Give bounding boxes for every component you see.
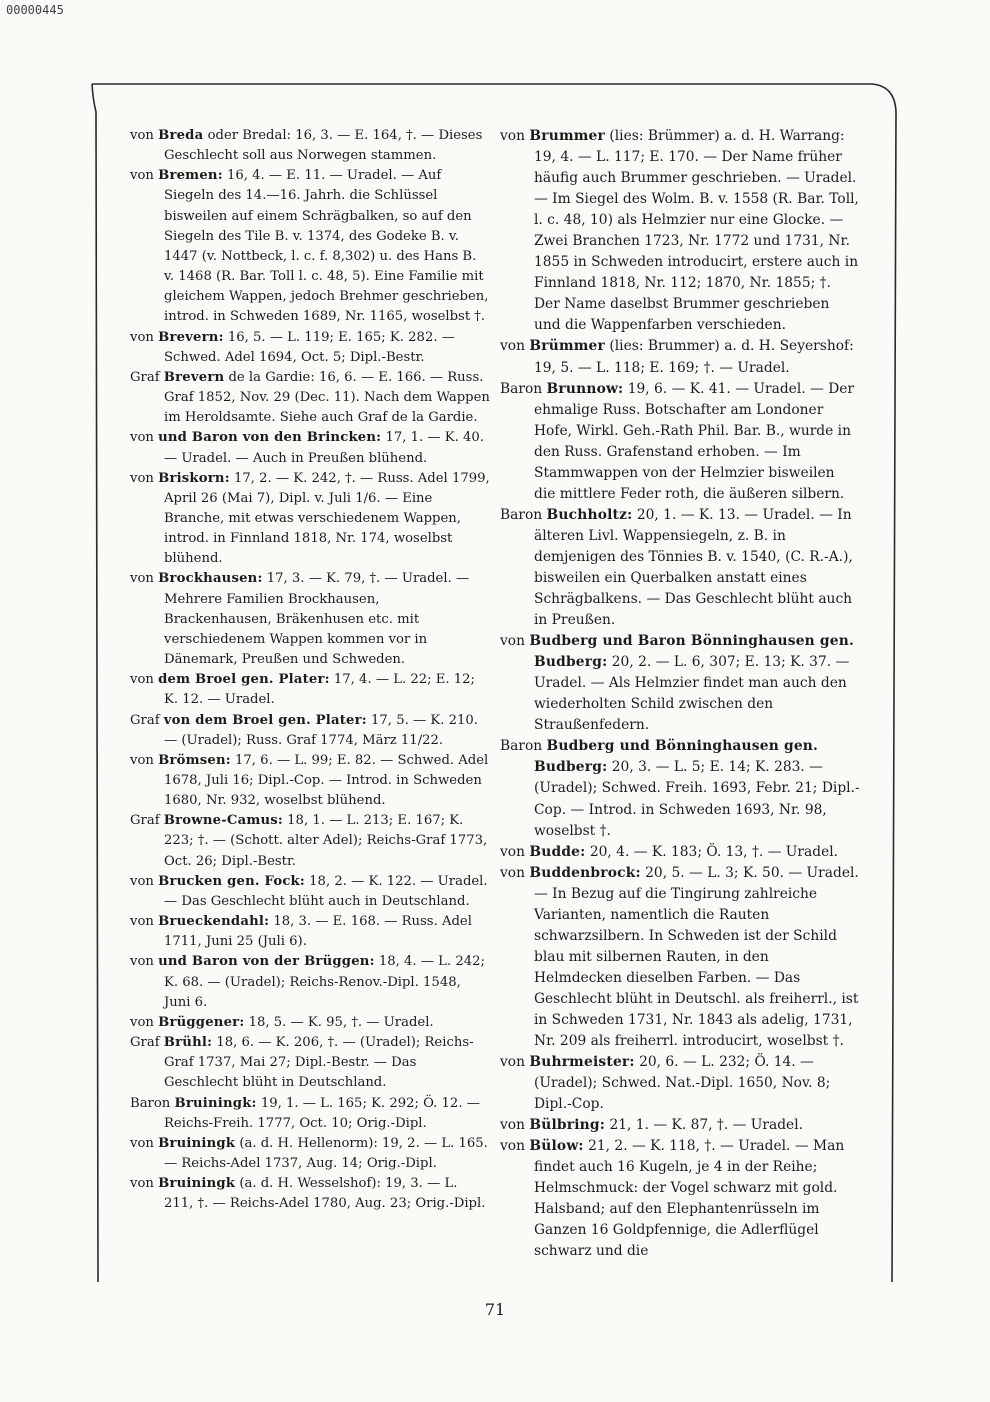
- entry-description: 18, 1. — L. 213; E. 167; K. 223; †. — (Schott. alter Adel); Reichs-Graf 1773, Oct. 26; Dipl.-Bestr.: [164, 813, 488, 869]
- register-entry: [130, 811, 490, 871]
- entry-description: 17, 4. — L. 22; E. 12; K. 12. — Uradel.: [164, 672, 475, 708]
- entry-title-prefix: von: [130, 571, 154, 587]
- entry-title-prefix: Baron: [500, 506, 543, 523]
- entry-family-name: Brevern: [163, 369, 225, 385]
- register-entry: [500, 1136, 860, 1262]
- entry-title-prefix: von: [130, 168, 154, 184]
- entry-title-prefix: von: [500, 1138, 525, 1155]
- entry-description: 17, 3. — K. 79, †. — Uradel. — Mehrere Familien Brockhausen, Brackenhausen, Bräkenhusen etc. mit verschiedenem Wappen kommen vor in Dänemark, Preußen und Schweden.: [164, 571, 470, 668]
- entry-description: 20, 5. — L. 3; K. 50. — Uradel. — In Bezug auf die Tingirung zahlreiche Varianten, namentlich die Rauten schwarzsilbern. In Schweden ist der Schild blau mit silbernen Rauten, in den Helmdecken dieselben Farben. — Das Geschlecht blüht in Deutschl. als freiherrl., ist in Schweden 1731, Nr. 1843 als adelig, 1731, Nr. 209 als freiherrl. introducirt, woselbst †.: [534, 864, 859, 1050]
- entry-family-name: Briskorn:: [158, 470, 230, 486]
- register-entry: [500, 631, 860, 736]
- entry-description: 21, 2. — K. 118, †. — Uradel. — Man findet auch 16 Kugeln, je 4 in der Reihe; Helmschmuck: der Vogel schwarz mit gold. Halsband; auf den Elephantenrüsseln im Ganzen 16 Goldpfennige, die Adlerflügel schwarz und die: [534, 1138, 845, 1260]
- register-entry: [130, 166, 490, 327]
- register-entry: [130, 368, 490, 428]
- entry-title-prefix: von: [130, 873, 154, 889]
- entry-title-prefix: von: [130, 1135, 154, 1151]
- entry-description: 21, 1. — K. 87, †. — Uradel.: [609, 1117, 804, 1134]
- register-entry: [130, 469, 490, 570]
- register-entry: [500, 336, 860, 378]
- entry-family-name: Brummer: [529, 128, 605, 144]
- entry-title-prefix: Baron: [130, 1095, 171, 1111]
- entry-description: de la Gardie: 16, 6. — E. 166. — Russ. Graf 1852, Nov. 29 (Dec. 11). Nach dem Wappen im Heroldsamte. Siehe auch Graf de la Gardie.: [164, 369, 490, 426]
- entry-description: 17, 6. — L. 99; E. 82. — Schwed. Adel 1678, Juli 16; Dipl.-Cop. — Introd. in Schweden 1680, Nr. 932, woselbst blühend.: [164, 752, 489, 809]
- entry-description: 20, 6. — L. 232; Ö. 14. — (Uradel); Schwed. Nat.-Dipl. 1650, Nov. 8; Dipl.-Cop.: [534, 1054, 831, 1113]
- entry-family-name: Buchholtz:: [546, 506, 633, 523]
- entry-family-name: Budberg und Baron Bönninghausen gen. Budberg:: [529, 633, 854, 671]
- entry-description: 17, 5. — K. 210. — (Uradel); Russ. Graf 1774, März 11/22.: [164, 712, 478, 748]
- scan-id-label: 00000445: [6, 3, 64, 17]
- entry-title-prefix: von: [130, 1014, 154, 1030]
- entry-description: oder Bredal: 16, 3. — E. 164, †. — Dieses Geschlecht soll aus Norwegen stammen.: [164, 128, 483, 164]
- entry-family-name: Bremen:: [158, 168, 223, 184]
- entry-description: 18, 6. — K. 206, †. — (Uradel); Reichs-Graf 1737, Mai 27; Dipl.-Bestr. — Das Geschlecht blüht in Deutschland.: [164, 1035, 474, 1091]
- entry-family-name: Bruiningk:: [174, 1095, 257, 1111]
- register-entry: [500, 863, 860, 1052]
- entry-description: 17, 1. — K. 40. — Uradel. — Auch in Preußen blühend.: [164, 430, 484, 466]
- entry-title-prefix: von: [130, 752, 154, 768]
- entry-description: 20, 1. — K. 13. — Uradel. — In älteren Livl. Wappensiegeln, z. B. in demjenigen des Tönnies B. v. 1540, (C. R.-A.), bisweilen ein Querbalken anstatt eines Schrägbalkens. — Das Geschlecht blüht auch in Preußen.: [534, 506, 853, 629]
- entry-description: 18, 4. — L. 242; K. 68. — (Uradel); Reichs-Renov.-Dipl. 1548, Juni 6.: [164, 954, 485, 1010]
- entry-family-name: Budde:: [529, 843, 586, 860]
- entry-family-name: und Baron von der Brüggen:: [158, 954, 375, 970]
- register-entry: [500, 126, 860, 336]
- entry-description: (a. d. H. Wesselshof): 19, 3. — L. 211, †. — Reichs-Adel 1780, Aug. 23; Orig.-Dipl.: [164, 1176, 486, 1212]
- right-column: [500, 126, 860, 1263]
- entry-title-prefix: von: [500, 1117, 525, 1134]
- entry-family-name: Brömsen:: [158, 752, 231, 768]
- entry-description: 20, 2. — L. 6, 307; E. 13; K. 37. — Uradel. — Als Helmzier findet man auch den wiederholten Schild zwischen den Straußenfedern.: [534, 654, 850, 734]
- entry-family-name: und Baron von den Brincken:: [158, 430, 382, 446]
- entry-title-prefix: von: [130, 470, 154, 486]
- entry-description: (a. d. H. Hellenorm): 19, 2. — L. 165. — Reichs-Adel 1737, Aug. 14; Orig.-Dipl.: [164, 1135, 488, 1171]
- entry-family-name: Bruiningk: [158, 1176, 236, 1192]
- entry-description: 16, 5. — L. 119; E. 165; K. 282. — Schwed. Adel 1694, Oct. 5; Dipl.-Bestr.: [164, 329, 455, 365]
- register-entry: [130, 126, 490, 166]
- entry-title-prefix: von: [130, 430, 154, 446]
- entry-family-name: Brunnow:: [546, 380, 624, 397]
- register-entry: [500, 736, 860, 841]
- entry-title-prefix: Graf: [130, 712, 160, 728]
- entry-title-prefix: von: [500, 338, 525, 355]
- page-number: 71: [484, 1300, 506, 1319]
- register-entry: [130, 1174, 490, 1214]
- left-column: [130, 126, 490, 1214]
- entry-description: 18, 3. — E. 168. — Russ. Adel 1711, Juni 25 (Juli 6).: [164, 914, 472, 950]
- register-entry: [130, 1094, 490, 1134]
- entry-title-prefix: von: [500, 864, 525, 881]
- entry-family-name: Browne-Camus:: [163, 813, 283, 829]
- entry-family-name: Brevern:: [158, 329, 224, 345]
- register-entry: [130, 751, 490, 811]
- entry-family-name: Brueckendahl:: [158, 914, 270, 930]
- entry-family-name: Brüggener:: [158, 1014, 245, 1030]
- entry-title-prefix: von: [500, 843, 525, 860]
- entry-title-prefix: Graf: [130, 813, 160, 829]
- entry-description: 19, 1. — L. 165; K. 292; Ö. 12. — Reichs-Freih. 1777, Oct. 10; Orig.-Dipl.: [164, 1095, 480, 1131]
- entry-title-prefix: von: [500, 128, 525, 144]
- entry-family-name: Brockhausen:: [158, 571, 263, 587]
- register-entry: [130, 328, 490, 368]
- entry-family-name: Buddenbrock:: [529, 864, 641, 881]
- entry-title-prefix: von: [130, 128, 154, 143]
- entry-title-prefix: von: [130, 914, 154, 930]
- entry-title-prefix: von: [500, 633, 525, 650]
- entry-description: 18, 2. — K. 122. — Uradel. — Das Geschlecht blüht auch in Deutschland.: [164, 873, 488, 909]
- entry-title-prefix: von: [130, 329, 154, 345]
- entry-family-name: von dem Broel gen. Plater:: [163, 712, 367, 728]
- entry-family-name: Buhrmeister:: [529, 1054, 635, 1071]
- register-entry: [130, 670, 490, 710]
- entry-family-name: Breda: [158, 128, 204, 143]
- register-entry: [130, 1134, 490, 1174]
- register-entry: [500, 1052, 860, 1115]
- entry-title-prefix: Graf: [130, 1035, 160, 1051]
- entry-description: 20, 3. — L. 5; E. 14; K. 283. — (Uradel); Schwed. Freih. 1693, Febr. 21; Dipl.-Cop. — Introd. in Schweden 1693, Nr. 98, woselbst †.: [534, 759, 860, 839]
- register-entry: [500, 379, 860, 505]
- entry-family-name: Budberg und Bönninghausen gen. Budberg:: [534, 738, 819, 776]
- register-entry: [500, 842, 860, 863]
- entry-description: (lies: Brümmer) a. d. H. Warrang: 19, 4. — L. 117; E. 170. — Der Name früher häufig auch Brummer geschrieben. — Uradel. — Im Siegel des Wolm. B. v. 1558 (R. Bar. Toll, l. c. 48, 10) als Helmzier nur eine Glocke. — Zwei Branchen 1723, Nr. 1772 und 1731, Nr. 1855 in Schweden introducirt, erstere auch in Finnland 1818, Nr. 112; 1870, Nr. 1855; †. Der Name daselbst Brummer geschrieben und die Wappenfarben verschieden.: [534, 128, 859, 334]
- entry-title-prefix: Baron: [500, 738, 543, 755]
- entry-title-prefix: Baron: [500, 380, 543, 397]
- register-entry: [130, 711, 490, 751]
- entry-title-prefix: von: [130, 1176, 154, 1192]
- entry-family-name: dem Broel gen. Plater:: [158, 672, 330, 688]
- entry-family-name: Brümmer: [529, 338, 605, 355]
- entry-description: (lies: Brummer) a. d. H. Seyershof: 19, 5. — L. 118; E. 169; †. — Uradel.: [534, 338, 854, 376]
- entry-family-name: Brühl:: [163, 1035, 213, 1051]
- register-entry: [130, 952, 490, 1012]
- entry-description: 18, 5. — K. 95, †. — Uradel.: [248, 1014, 434, 1030]
- entry-description: 17, 2. — K. 242, †. — Russ. Adel 1799, April 26 (Mai 7), Dipl. v. Juli 1/6. — Eine Branche, mit etwas verschiedenem Wappen, introd. in Finnland 1818, Nr. 174, woselbst blühend.: [164, 470, 490, 567]
- register-entry: [130, 1013, 490, 1033]
- entry-family-name: Bülow:: [529, 1138, 584, 1155]
- register-entry: [130, 428, 490, 468]
- entry-description: 20, 4. — K. 183; Ö. 13, †. — Uradel.: [589, 843, 839, 860]
- entry-family-name: Brucken gen. Fock:: [158, 873, 305, 889]
- register-entry: [130, 872, 490, 912]
- entry-family-name: Bruiningk: [158, 1135, 236, 1151]
- entry-title-prefix: Graf: [130, 369, 160, 385]
- register-entry: [500, 505, 860, 631]
- entry-title-prefix: von: [130, 954, 154, 970]
- register-entry: [130, 912, 490, 952]
- register-entry: [500, 1115, 860, 1136]
- entry-family-name: Bülbring:: [529, 1117, 606, 1134]
- entry-title-prefix: von: [130, 672, 154, 688]
- entry-description: 16, 4. — E. 11. — Uradel. — Auf Siegeln des 14.—16. Jahrh. die Schlüssel bisweilen auf einem Schrägbalken, so auf den Siegeln des Tile B. v. 1374, des Godeke B. v. 1447 (v. Nottbeck, l. c. f. 8,302) u. des Hans B. v. 1468 (R. Bar. Toll l. c. 48, 5). Eine Familie mit gleichem Wappen, jedoch Brehmer geschrieben, introd. in Schweden 1689, Nr. 1165, woselbst †.: [164, 168, 489, 325]
- entry-description: 19, 6. — K. 41. — Uradel. — Der ehmalige Russ. Botschafter am Londoner Hofe, Wirkl. Geh.-Rath Phil. Bar. B., wurde in den Russ. Grafenstand erhoben. — Im Stammwappen von der Helmzier bisweilen die mittlere Feder roth, die äußeren silbern.: [534, 380, 855, 502]
- entry-title-prefix: von: [500, 1054, 525, 1071]
- register-entry: [130, 1033, 490, 1093]
- register-entry: [130, 569, 490, 670]
